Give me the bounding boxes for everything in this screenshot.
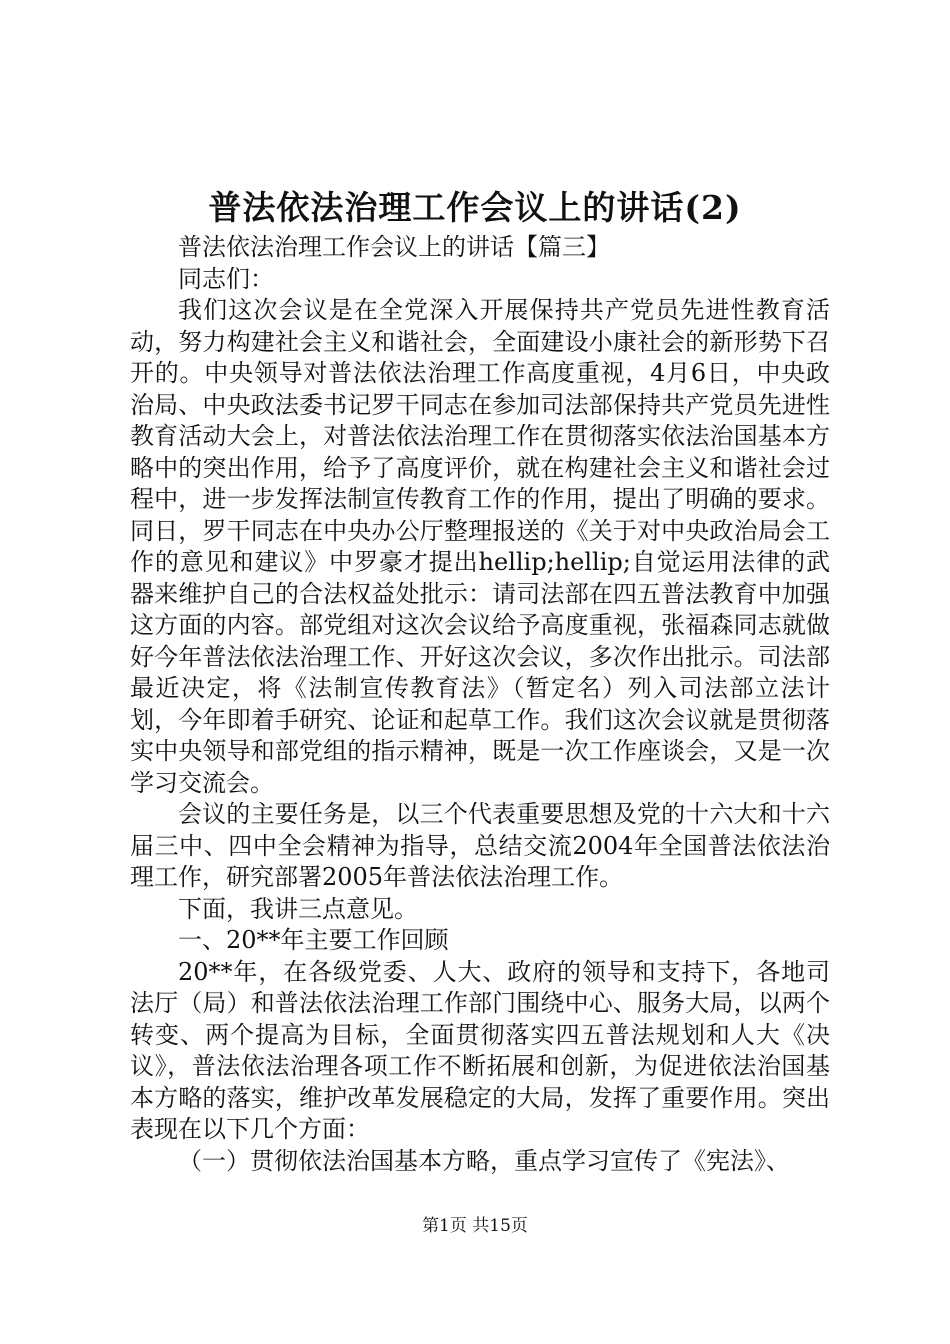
page-footer: 第1页 共15页 xyxy=(422,1216,528,1236)
salutation: 同志们： xyxy=(178,264,274,293)
document-title: 普法依法治理工作会议上的讲话(2) xyxy=(208,188,742,227)
paragraph: 20**年，在各级党委、人大、政府的领导和支持下，各地司法厅（局）和普法依法治理工作部门围绕中心、服务大局，以两个转变、两个提高为目标，全面贯彻落实四五普法规划和人大《决议》，普法依法治理各项工作不断拓展和创新，为促进依法治国基本方略的落实，维护改革发展稳定的大局，发挥了重要作用。突出表现在以下几个方面： xyxy=(130,957,830,1143)
paragraph: （一）贯彻依法治国基本方略，重点学习宣传了《宪法》、 xyxy=(178,1146,790,1175)
subsection-heading: 一、20**年主要工作回顾 xyxy=(178,926,449,954)
paragraph: 下面，我讲三点意见。 xyxy=(178,894,418,923)
document-body xyxy=(130,232,830,1177)
paragraph: 我们这次会议是在全党深入开展保持共产党员先进性教育活动，努力构建社会主义和谐社会，全面建设小康社会的新形势下召开的。中央领导对普法依法治理工作高度重视，4月6日，中央政治局、中央政法委书记罗干同志在参加司法部保持共产党员先进性教育活动大会上，对普法依法治理工作在贯彻落实依法治国基本方略中的突出作用，给予了高度评价，就在构建社会主义和谐社会过程中，进一步发挥法制宣传教育工作的作用，提出了明确的要求。同日，罗干同志在中央办公厅整理报送的《关于对中央政治局会工作的意见和建议》中罗豪才提出hellip;hellip;自觉运用法律的武器来维护自己的合法权益处批示：请司法部在四五普法教育中加强这方面的内容。部党组对这次会议给予高度重视，张福森同志就做好今年普法依法治理工作、开好这次会议，多次作出批示。司法部最近决定，将《法制宣传教育法》（暂定名）列入司法部立法计划，今年即着手研究、论证和起草工作。我们这次会议就是贯彻落实中央领导和部党组的指示精神，既是一次工作座谈会，又是一次学习交流会。 xyxy=(130,296,830,797)
paragraph: 会议的主要任务是，以三个代表重要思想及党的十六大和十六届三中、四中全会精神为指导，总结交流2004年全国普法依法治理工作，研究部署2005年普法依法治理工作。 xyxy=(130,800,830,891)
section-heading: 普法依法治理工作会议上的讲话【篇三】 xyxy=(178,233,610,261)
